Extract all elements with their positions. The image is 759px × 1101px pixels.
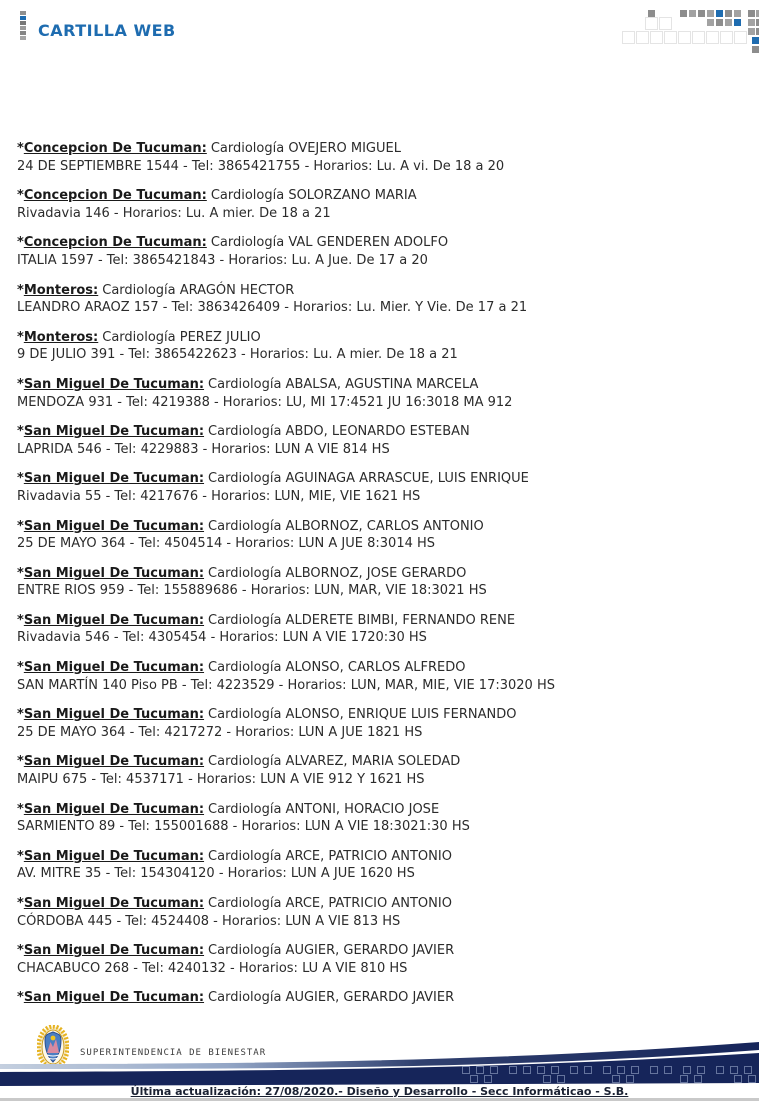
entry-header-line bbox=[17, 282, 737, 300]
entry-city: San Miguel De Tucuman: bbox=[23, 896, 205, 911]
entry-header-line bbox=[17, 376, 737, 394]
entry-bullet: * bbox=[17, 376, 24, 392]
entry-city: Concepcion De Tucuman: bbox=[23, 188, 207, 204]
entry-details: CHACABUCO 268 - Tel: 4240132 - Horarios: LU A VIE 810 HS bbox=[17, 960, 408, 976]
provider-entry bbox=[17, 329, 737, 364]
entry-city: San Miguel De Tucuman: bbox=[23, 990, 205, 1006]
entry-details: 9 DE JULIO 391 - Tel: 3865422623 - Horarios: Lu. A mier. De 18 a 21 bbox=[17, 347, 458, 363]
entry-city: San Miguel De Tucuman: bbox=[23, 565, 205, 581]
entry-header-line bbox=[17, 706, 737, 724]
entry-city: San Miguel De Tucuman: bbox=[23, 376, 205, 392]
entry-details: ITALIA 1597 - Tel: 3865421843 - Horarios: Lu. A Jue. De 17 a 20 bbox=[17, 252, 428, 268]
provider-entry bbox=[17, 234, 737, 269]
entry-header-line bbox=[17, 565, 737, 583]
provider-list bbox=[17, 140, 737, 1019]
entry-bullet: * bbox=[17, 707, 24, 723]
entry-header-line bbox=[17, 329, 737, 347]
entry-header-line bbox=[17, 801, 737, 819]
provider-entry bbox=[17, 753, 737, 788]
entry-city: San Miguel De Tucuman: bbox=[23, 518, 205, 534]
entry-bullet: * bbox=[17, 754, 24, 770]
entry-specialty-and-name: Cardiología AGUINAGA ARRASCUE, LUIS ENRIQUE bbox=[208, 471, 529, 487]
entry-specialty-and-name: Cardiología VAL GENDEREN ADOLFO bbox=[210, 235, 449, 251]
entry-city: San Miguel De Tucuman: bbox=[23, 801, 205, 817]
entry-header-line bbox=[17, 187, 737, 205]
entry-bullet: * bbox=[17, 471, 24, 487]
entry-city: San Miguel De Tucuman: bbox=[23, 943, 205, 959]
entry-bullet: * bbox=[17, 990, 24, 1006]
entry-specialty-and-name: Cardiología PEREZ JULIO bbox=[102, 329, 261, 345]
entry-city: Monteros: bbox=[23, 329, 99, 345]
header bbox=[0, 0, 759, 60]
entry-city: San Miguel De Tucuman: bbox=[23, 471, 205, 487]
entry-details: ENTRE RIOS 959 - Tel: 155889686 - Horarios: LUN, MAR, VIE 18:3021 HS bbox=[17, 583, 487, 599]
provider-entry bbox=[17, 140, 737, 175]
entry-header-line bbox=[17, 942, 737, 960]
provider-entry bbox=[17, 282, 737, 317]
cartilla-squares-icon bbox=[20, 11, 26, 40]
header-mosaic-decoration bbox=[614, 0, 759, 60]
provider-entry bbox=[17, 376, 737, 411]
entry-city: San Miguel De Tucuman: bbox=[23, 848, 205, 864]
entry-bullet: * bbox=[17, 141, 24, 156]
entry-bullet: * bbox=[17, 329, 24, 345]
entry-details: MENDOZA 931 - Tel: 4219388 - Horarios: LU, MI 17:4521 JU 16:3018 MA 912 bbox=[17, 394, 513, 410]
entry-specialty-and-name: Cardiología ALONSO, ENRIQUE LUIS FERNANDO bbox=[208, 707, 517, 723]
entry-bullet: * bbox=[17, 235, 24, 251]
entry-details: MAIPU 675 - Tel: 4537171 - Horarios: LUN A VIE 912 Y 1621 HS bbox=[17, 772, 425, 788]
entry-bullet: * bbox=[17, 424, 24, 440]
provider-entry bbox=[17, 848, 737, 883]
entry-bullet: * bbox=[17, 801, 24, 817]
entry-details: AV. MITRE 35 - Tel: 154304120 - Horarios: LUN A JUE 1620 HS bbox=[17, 866, 415, 882]
provider-entry bbox=[17, 659, 737, 694]
entry-bullet: * bbox=[17, 660, 24, 676]
entry-details: Rivadavia 55 - Tel: 4217676 - Horarios: LUN, MIE, VIE 1621 HS bbox=[17, 488, 421, 504]
entry-header-line bbox=[17, 423, 737, 441]
entry-bullet: * bbox=[17, 943, 24, 959]
organization-name: SUPERINTENDENCIA DE BIENESTAR bbox=[80, 1048, 267, 1058]
entry-city: San Miguel De Tucuman: bbox=[23, 424, 205, 440]
entry-bullet: * bbox=[17, 188, 24, 204]
entry-bullet: * bbox=[17, 612, 24, 628]
entry-city: San Miguel De Tucuman: bbox=[23, 707, 205, 723]
provider-entry bbox=[17, 187, 737, 222]
entry-bullet: * bbox=[17, 896, 24, 911]
entry-city: San Miguel De Tucuman: bbox=[23, 660, 205, 676]
entry-city: Monteros: bbox=[23, 282, 99, 298]
provider-entry bbox=[17, 518, 737, 553]
entry-header-line bbox=[17, 518, 737, 536]
provider-entry bbox=[17, 470, 737, 505]
entry-specialty-and-name: Cardiología ALVAREZ, MARIA SOLEDAD bbox=[208, 754, 461, 770]
entry-bullet: * bbox=[17, 848, 24, 864]
entry-header-line bbox=[17, 234, 737, 252]
footer-swoosh-decoration bbox=[0, 1040, 759, 1088]
entry-header-line bbox=[17, 895, 737, 913]
page-title: CARTILLA WEB bbox=[38, 21, 176, 40]
provider-entry bbox=[17, 423, 737, 458]
entry-header-line bbox=[17, 848, 737, 866]
entry-details: CÓRDOBA 445 - Tel: 4524408 - Horarios: LUN A VIE 813 HS bbox=[17, 913, 401, 929]
entry-specialty-and-name: Cardiología ALONSO, CARLOS ALFREDO bbox=[208, 660, 466, 676]
entry-header-line bbox=[17, 659, 737, 677]
last-update-note: Última actualización: 27/08/2020.- Diseño y Desarrollo - Secc Informáticao - S.B. bbox=[130, 1085, 629, 1098]
entry-details: Rivadavia 546 - Tel: 4305454 - Horarios: LUN A VIE 1720:30 HS bbox=[17, 630, 427, 646]
provider-entry bbox=[17, 706, 737, 741]
entry-details: SARMIENTO 89 - Tel: 155001688 - Horarios: LUN A VIE 18:3021:30 HS bbox=[17, 819, 470, 835]
entry-specialty-and-name: Cardiología ABALSA, AGUSTINA MARCELA bbox=[208, 376, 479, 392]
entry-specialty-and-name: Cardiología ANTONI, HORACIO JOSE bbox=[208, 801, 440, 817]
entry-details: 25 DE MAYO 364 - Tel: 4504514 - Horarios: LUN A JUE 8:3014 HS bbox=[17, 536, 436, 552]
entry-specialty-and-name: Cardiología AUGIER, GERARDO JAVIER bbox=[208, 943, 455, 959]
entry-bullet: * bbox=[17, 282, 24, 298]
entry-specialty-and-name: Cardiología ARCE, PATRICIO ANTONIO bbox=[208, 896, 452, 911]
entry-specialty-and-name: Cardiología OVEJERO MIGUEL bbox=[210, 141, 401, 156]
entry-details: LEANDRO ARAOZ 157 - Tel: 3863426409 - Horarios: Lu. Mier. Y Vie. De 17 a 21 bbox=[17, 300, 528, 316]
provider-entry bbox=[17, 989, 737, 1007]
provider-entry bbox=[17, 565, 737, 600]
entry-specialty-and-name: Cardiología ALDERETE BIMBI, FERNANDO RENE bbox=[208, 612, 516, 628]
entry-specialty-and-name: Cardiología ARAGÓN HECTOR bbox=[102, 282, 295, 298]
entry-city: San Miguel De Tucuman: bbox=[23, 754, 205, 770]
provider-entry bbox=[17, 801, 737, 836]
entry-header-line bbox=[17, 753, 737, 771]
entry-specialty-and-name: Cardiología ALBORNOZ, CARLOS ANTONIO bbox=[208, 518, 484, 534]
entry-bullet: * bbox=[17, 565, 24, 581]
entry-details: 24 DE SEPTIEMBRE 1544 - Tel: 3865421755 - Horarios: Lu. A vi. De 18 a 20 bbox=[17, 158, 505, 174]
provider-entry bbox=[17, 612, 737, 647]
entry-details: LAPRIDA 546 - Tel: 4229883 - Horarios: LUN A VIE 814 HS bbox=[17, 441, 390, 457]
entry-header-line bbox=[17, 612, 737, 630]
entry-bullet: * bbox=[17, 518, 24, 534]
entry-specialty-and-name: Cardiología SOLORZANO MARIA bbox=[210, 188, 417, 204]
entry-details: SAN MARTÍN 140 Piso PB - Tel: 4223529 - Horarios: LUN, MAR, MIE, VIE 17:3020 HS bbox=[17, 677, 555, 693]
entry-details: 25 DE MAYO 364 - Tel: 4217272 - Horarios: LUN A JUE 1821 HS bbox=[17, 724, 423, 740]
provider-entry bbox=[17, 942, 737, 977]
entry-specialty-and-name: Cardiología AUGIER, GERARDO JAVIER bbox=[208, 990, 455, 1006]
entry-header-line bbox=[17, 140, 737, 158]
entry-details: Rivadavia 146 - Horarios: Lu. A mier. De 18 a 21 bbox=[17, 205, 331, 221]
entry-header-line bbox=[17, 989, 737, 1007]
entry-city: Concepcion De Tucuman: bbox=[23, 235, 207, 251]
entry-city: Concepcion De Tucuman: bbox=[23, 141, 207, 156]
provider-entry bbox=[17, 895, 737, 930]
entry-city: San Miguel De Tucuman: bbox=[23, 612, 205, 628]
entry-specialty-and-name: Cardiología ABDO, LEONARDO ESTEBAN bbox=[208, 424, 470, 440]
footer bbox=[0, 1022, 759, 1101]
entry-specialty-and-name: Cardiología ALBORNOZ, JOSE GERARDO bbox=[208, 565, 467, 581]
entry-specialty-and-name: Cardiología ARCE, PATRICIO ANTONIO bbox=[208, 848, 452, 864]
entry-header-line bbox=[17, 470, 737, 488]
